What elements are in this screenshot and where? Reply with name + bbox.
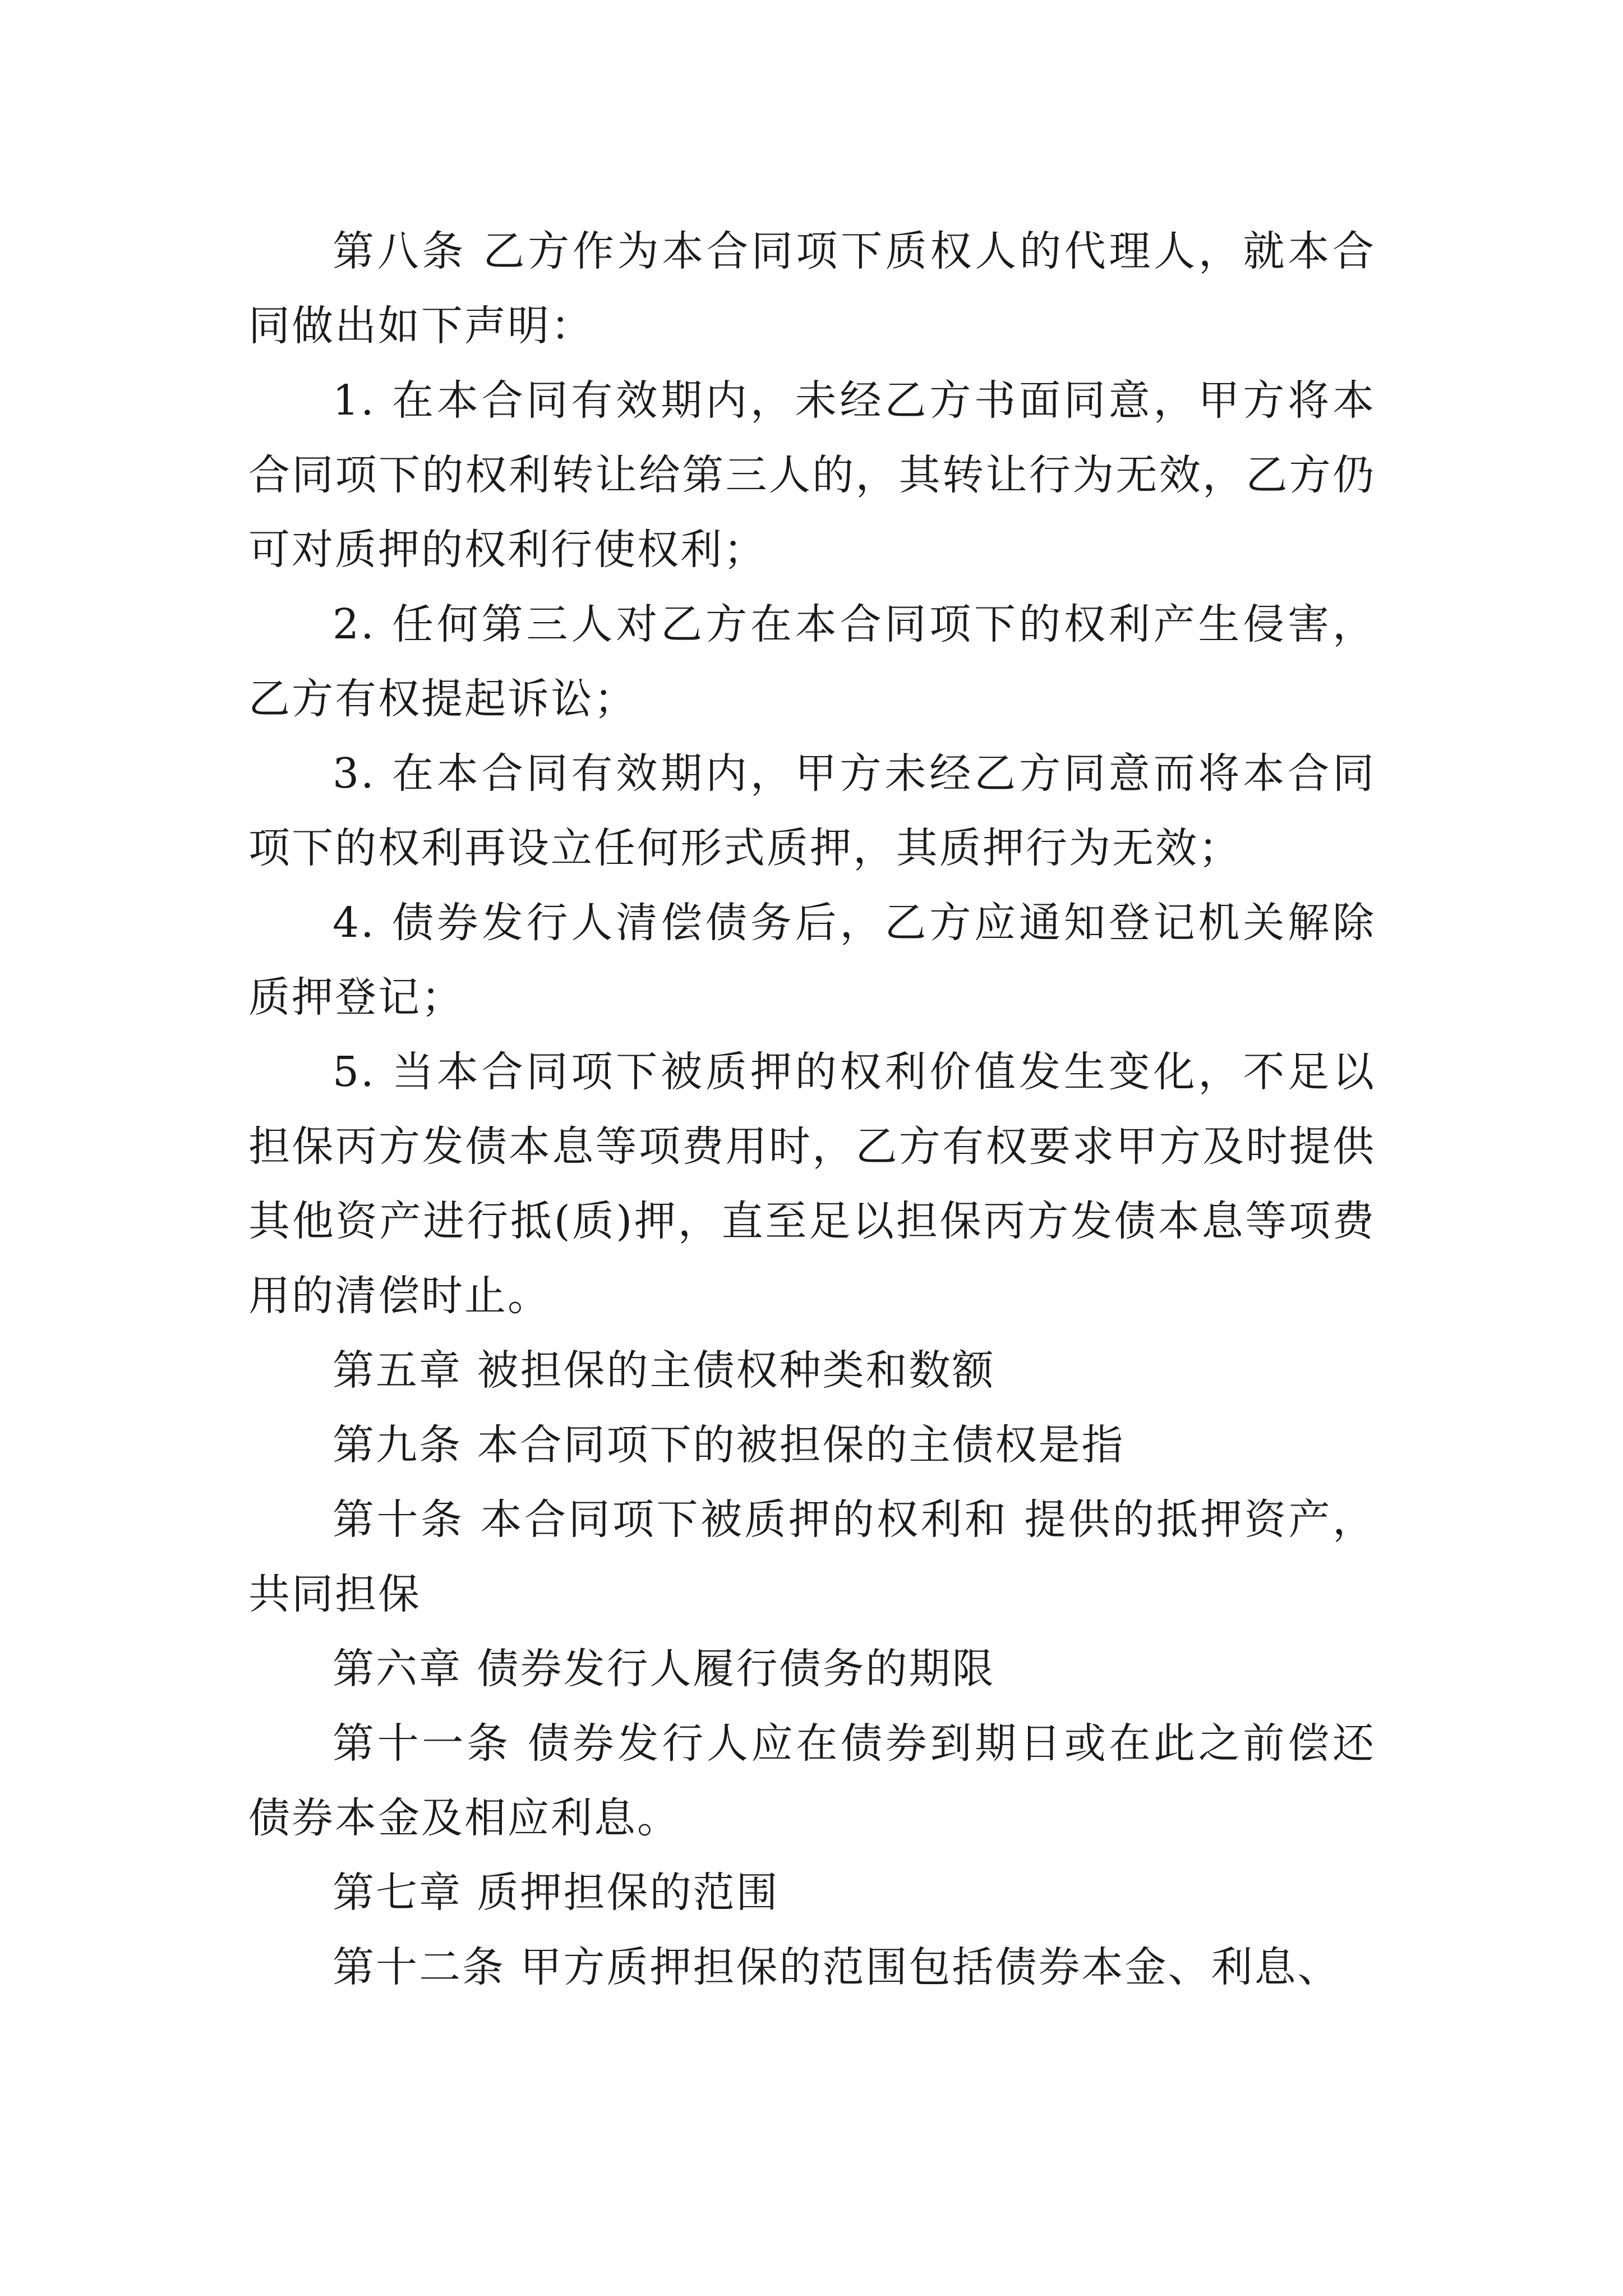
item-5-paragraph: 5. 当本合同项下被质押的权利价值发生变化，不足以担保丙方发债本息等项费用时，乙方有权要求甲方及时提供其他资产进行抵(质)押，直至足以担保丙方发债本息等项费用的清偿时止。: [248, 1048, 1376, 1320]
chapter-6-heading: 第六章 债券发行人履行债务的期限: [333, 1645, 995, 1693]
article-10-paragraph: 第十条 本合同项下被质押的权利和 提供的抵押资产，共同担保: [248, 1496, 1376, 1618]
chapter-5-heading: 第五章 被担保的主债权种类和数额: [333, 1346, 995, 1395]
chapter-7-heading: 第七章 质押担保的范围: [333, 1869, 780, 1917]
article-12-paragraph: 第十二条 甲方质押担保的范围包括债券本金、利息、: [333, 1943, 1341, 1991]
item-3-paragraph: 3. 在本合同有效期内，甲方未经乙方同意而将本合同项下的权利再设立任何形式质押，其质押行为无效；: [248, 749, 1376, 872]
document-body: [248, 214, 1376, 2005]
article-8-paragraph: 第八条 乙方作为本合同项下质权人的代理人，就本合同做出如下声明：: [248, 227, 1376, 350]
item-2-paragraph: 2. 任何第三人对乙方在本合同项下的权利产生侵害，乙方有权提起诉讼；: [248, 600, 1376, 723]
article-9-paragraph: 第九条 本合同项下的被担保的主债权是指: [333, 1421, 1125, 1469]
item-1-paragraph: 1. 在本合同有效期内，未经乙方书面同意，甲方将本合同项下的权利转让给第三人的，其转让行为无效，乙方仍可对质押的权利行使权利；: [248, 376, 1376, 574]
article-11-paragraph: 第十一条 债券发行人应在债券到期日或在此之前偿还债券本金及相应利息。: [248, 1719, 1376, 1842]
item-4-paragraph: 4. 债券发行人清偿债务后，乙方应通知登记机关解除质押登记；: [248, 899, 1376, 1022]
